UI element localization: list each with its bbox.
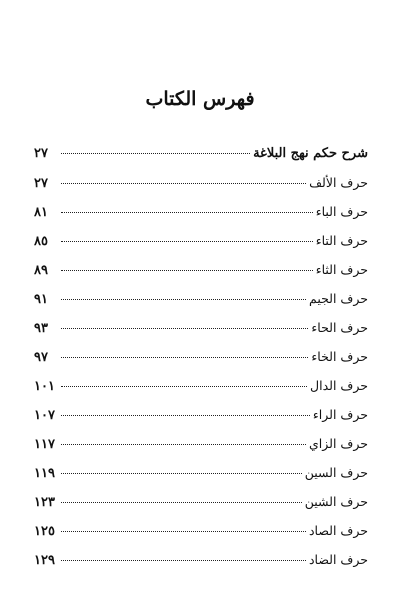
toc-entry: [34, 320, 368, 349]
toc-entry: [34, 262, 368, 291]
toc-entry-page: ١١٧: [34, 437, 55, 452]
toc-entry: [34, 523, 368, 552]
dot-leader: [61, 357, 308, 358]
toc-entry-label: شرح حكم نهج البلاغة: [253, 146, 368, 161]
dot-leader: [61, 502, 302, 503]
dot-leader: [61, 270, 313, 271]
toc-entry-page: ١٠٧: [34, 408, 55, 423]
toc-entry-label: حرف الحاء: [311, 320, 368, 335]
toc-entry-label: حرف السين: [304, 465, 368, 480]
dot-leader: [61, 299, 306, 300]
toc-entry: [34, 494, 368, 523]
toc-entry: [34, 349, 368, 378]
dot-leader: [61, 241, 313, 242]
toc-entry: [34, 465, 368, 494]
page-title: فهرس الكتاب: [145, 88, 255, 110]
toc-entry-page: ٨٩: [34, 263, 48, 278]
dot-leader: [61, 183, 306, 184]
dot-leader: [61, 212, 313, 213]
toc-entry-label: حرف التاء: [315, 233, 368, 248]
toc-entry: [34, 175, 368, 204]
toc-entry-label: حرف الزاي: [309, 436, 368, 451]
toc-entry-label: حرف الثاء: [315, 262, 368, 277]
table-of-contents: [34, 146, 368, 581]
toc-entry: [34, 436, 368, 465]
toc-entry-page: ١٢٣: [34, 495, 55, 510]
toc-entry-page: ٨١: [34, 205, 48, 220]
dot-leader: [61, 473, 302, 474]
toc-entry-page: ١٠١: [34, 379, 55, 394]
toc-entry-label: حرف الدال: [310, 378, 368, 393]
toc-entry-label: حرف الراء: [312, 407, 368, 422]
dot-leader: [61, 153, 250, 154]
toc-entry-label: حرف الباء: [315, 204, 368, 219]
toc-entry-page: ٩٧: [34, 350, 48, 365]
toc-entry-label: حرف الضاد: [308, 552, 368, 567]
toc-entry: [34, 291, 368, 320]
dot-leader: [61, 328, 308, 329]
toc-entry-label: حرف الجيم: [309, 291, 368, 306]
toc-entry-page: ١٢٩: [34, 553, 55, 568]
toc-entry: [34, 233, 368, 262]
toc-entry-page: ١٢٥: [34, 524, 55, 539]
toc-entry-page: ٩١: [34, 292, 48, 307]
toc-entry: [34, 407, 368, 436]
dot-leader: [61, 415, 310, 416]
dot-leader: [61, 560, 306, 561]
dot-leader: [61, 531, 306, 532]
toc-entry-label: حرف الخاء: [311, 349, 368, 364]
dot-leader: [61, 386, 307, 387]
toc-entry: [34, 378, 368, 407]
toc-entry-label: حرف الصاد: [308, 523, 368, 538]
dot-leader: [61, 444, 306, 445]
toc-entry-page: ١١٩: [34, 466, 55, 481]
toc-entry: [34, 204, 368, 233]
toc-entry: [34, 146, 368, 175]
toc-entry-page: ٢٧: [34, 176, 48, 191]
toc-entry-label: حرف الشين: [304, 494, 368, 509]
toc-entry: [34, 552, 368, 581]
toc-entry-page: ٢٧: [34, 146, 48, 161]
toc-entry-label: حرف الألف: [309, 175, 368, 190]
toc-entry-page: ٨٥: [34, 234, 48, 249]
toc-entry-page: ٩٣: [34, 321, 48, 336]
